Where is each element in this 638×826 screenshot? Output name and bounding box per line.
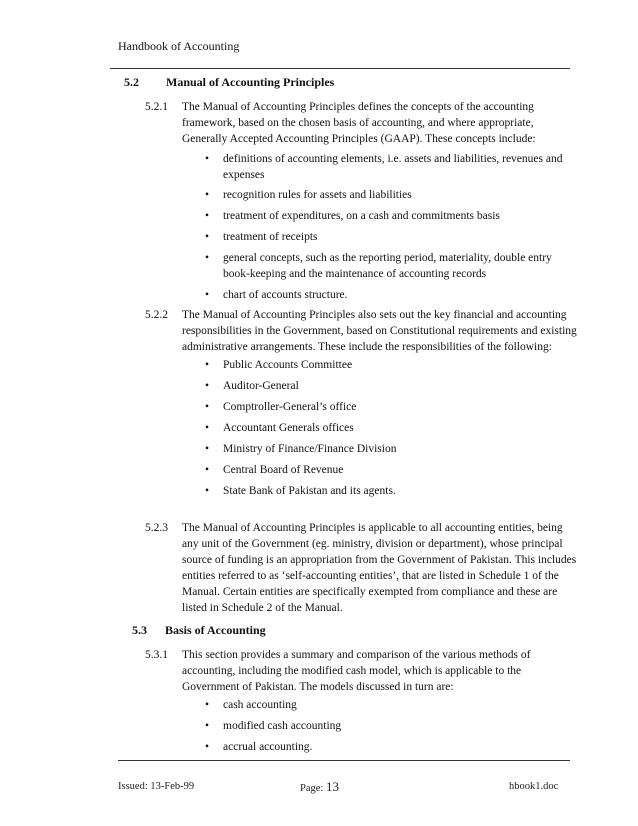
list-item (205, 208, 565, 224)
paragraph-5-2-3 (145, 520, 585, 616)
footer-page (300, 779, 339, 795)
list-item (205, 378, 565, 394)
list-item-text: chart of accounts structure. (223, 289, 348, 301)
footer-page-number: 13 (325, 779, 339, 794)
list-item (205, 441, 565, 457)
list-item (205, 739, 565, 755)
bullet-icon: • (205, 464, 210, 476)
list-item (205, 287, 565, 303)
list-item-text: cash accounting (223, 699, 297, 711)
header-rule (110, 68, 570, 69)
bullet-list-5-2-2 (205, 357, 565, 499)
section-heading-5-2 (124, 75, 424, 91)
list-item (205, 250, 565, 282)
bullet-icon: • (205, 210, 210, 222)
footer-rule (118, 760, 570, 761)
paragraph-5-2-2 (145, 307, 585, 355)
section-heading-5-3 (132, 623, 432, 639)
list-item-text: Ministry of Finance/Finance Division (223, 443, 397, 455)
list-item (205, 462, 565, 478)
list-item-text: modified cash accounting (223, 720, 342, 732)
paragraph-number: 5.2.3 (145, 522, 168, 534)
paragraph-number: 5.2.2 (145, 309, 168, 321)
footer-issued-date: Issued: 13-Feb-99 (118, 781, 195, 792)
section-title: Basis of Accounting (165, 623, 266, 637)
list-item-text: Central Board of Revenue (223, 464, 344, 476)
paragraph-text: The Manual of Accounting Principles defines the concepts of the accounting framework, based on the chosen basis of accounting, and where appropriate, Generally Accepted Accounting Principles (GAAP). These concepts include: (182, 101, 536, 145)
bullet-icon: • (205, 252, 210, 264)
list-item-text: general concepts, such as the reporting period, materiality, double entry book-keeping and the maintenance of accounting records (223, 252, 552, 280)
bullet-icon: • (205, 422, 210, 434)
list-item-text: State Bank of Pakistan and its agents. (223, 485, 396, 497)
paragraph-number: 5.3.1 (145, 649, 168, 661)
bullet-list-5-2-1 (205, 151, 565, 303)
bullet-icon: • (205, 289, 210, 301)
list-item (205, 420, 565, 436)
list-item-text: Comptroller-General’s office (223, 401, 357, 413)
list-item-text: accrual accounting. (223, 741, 313, 753)
bullet-list-5-3-1 (205, 697, 565, 755)
list-item (205, 229, 565, 245)
section-number: 5.3 (132, 623, 147, 637)
bullet-icon: • (205, 443, 210, 455)
bullet-icon: • (205, 189, 210, 201)
list-item-text: Auditor-General (223, 380, 299, 392)
bullet-icon: • (205, 359, 210, 371)
list-item (205, 151, 565, 183)
list-item-text: Accountant Generals offices (223, 422, 354, 434)
section-title: Manual of Accounting Principles (166, 75, 335, 89)
paragraph-text: The Manual of Accounting Principles is applicable to all accounting entities, being any unit of the Government (eg. ministry, division or department), whose principal source of funding is an appropriation from the Government of Pakistan. This includes entities referred to as ‘self-accounting entities’, that are listed in Schedule 1 of the Manual. Certain entities are specifically exempted from compliance and these are listed in Schedule 2 of the Manual. (182, 522, 577, 614)
paragraph-5-3-1 (145, 647, 585, 695)
bullet-icon: • (205, 231, 210, 243)
bullet-icon: • (205, 720, 210, 732)
paragraph-text: The Manual of Accounting Principles also sets out the key financial and accounting responsibilities in the Government, based on Constitutional requirements and existing administrative arrangements. These include the responsibilities of the following: (182, 309, 577, 353)
list-item-text: recognition rules for assets and liabilities (223, 189, 412, 201)
list-item-text: definitions of accounting elements, i.e. assets and liabilities, revenues and expenses (223, 153, 563, 181)
list-item (205, 357, 565, 373)
paragraph-5-2-1 (145, 99, 585, 147)
list-item (205, 483, 565, 499)
running-header-title: Handbook of Accounting (118, 39, 240, 53)
list-item-text: treatment of expenditures, on a cash and commitments basis (223, 210, 500, 222)
list-item-text: treatment of receipts (223, 231, 318, 243)
footer-page-label: Page: (300, 783, 324, 794)
bullet-icon: • (205, 401, 210, 413)
paragraph-text: This section provides a summary and comparison of the various methods of accounting, including the modified cash model, which is applicable to the Government of Pakistan. The models discussed in turn are: (182, 649, 531, 693)
list-item (205, 697, 565, 713)
bullet-icon: • (205, 699, 210, 711)
footer-filename: hbook1.doc (509, 781, 559, 792)
list-item (205, 187, 565, 203)
list-item-text: Public Accounts Committee (223, 359, 353, 371)
bullet-icon: • (205, 741, 210, 753)
bullet-icon: • (205, 380, 210, 392)
paragraph-number: 5.2.1 (145, 101, 168, 113)
list-item (205, 718, 565, 734)
section-number: 5.2 (124, 75, 139, 89)
bullet-icon: • (205, 153, 210, 165)
bullet-icon: • (205, 485, 210, 497)
list-item (205, 399, 565, 415)
